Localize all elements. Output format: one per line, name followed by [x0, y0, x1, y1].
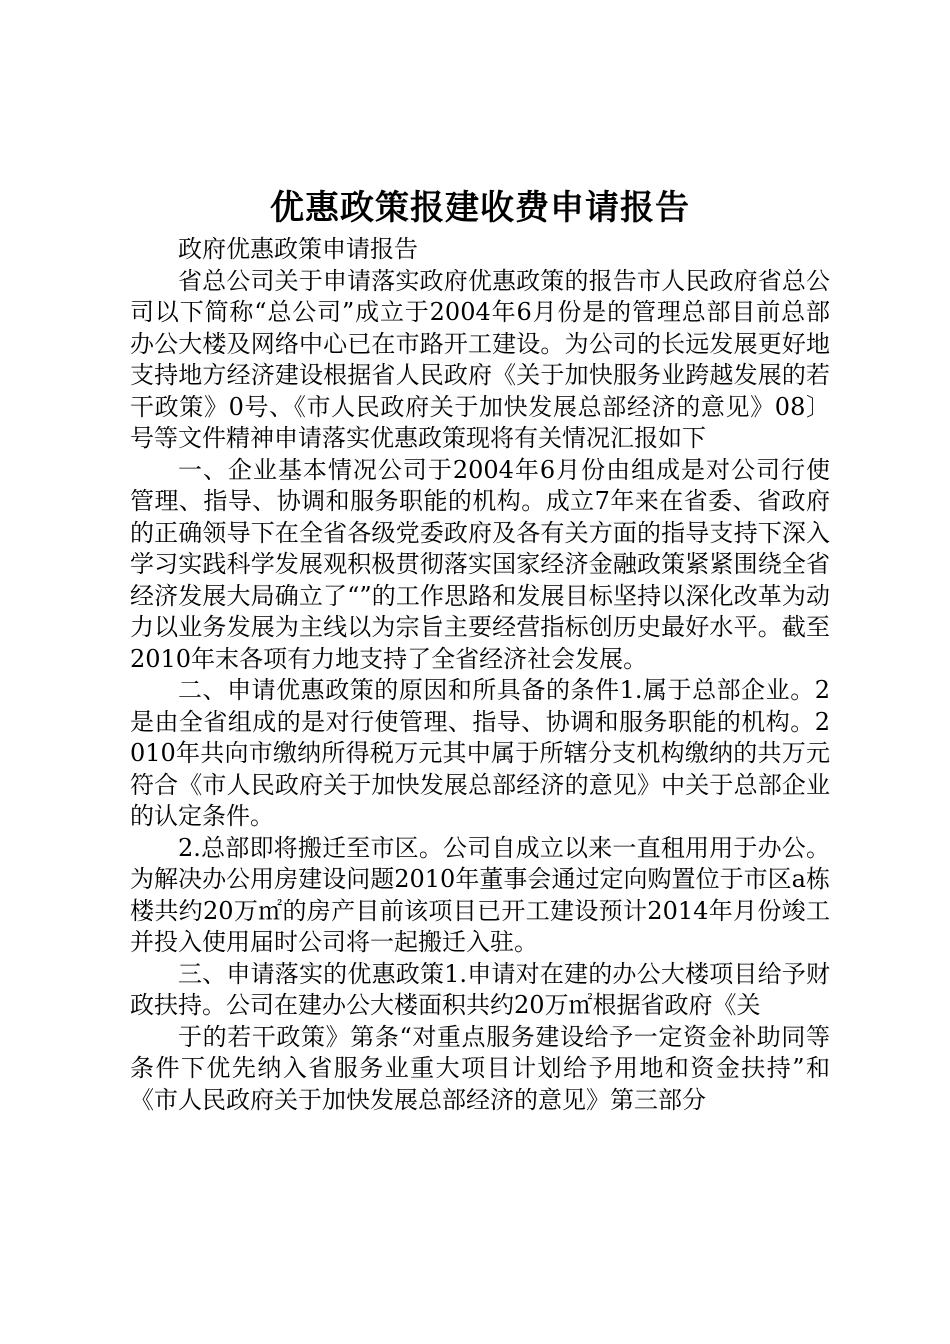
paragraph-section-2-item-2: 2.总部即将搬迁至市区。公司自成立以来一直租用用于办公。为解决办公用房建设问题2010年董事会通过定向购置位于市区a栋楼共约20万㎡的房产目前该项目已开工建设预计2014年月份竣工并投入使用届时公司将一起搬迁入驻。: [130, 833, 830, 956]
document-page: [130, 186, 830, 1116]
document-title: 优惠政策报建收费申请报告: [270, 188, 690, 228]
paragraph-section-1: 一、企业基本情况公司于2004年6月份由组成是对公司行使管理、指导、协调和服务职能的机构。成立7年来在省委、省政府的正确领导下在全省各级党委政府及各有关方面的指导支持下深入学习实践科学发展观积极贯彻落实国家经济金融政策紧紧围绕全省经济发展大局确立了“”的工作思路和发展目标坚持以深化改革为动力以业务发展为主线以为宗旨主要经营指标创历史最好水平。截至2010年末各项有力地支持了全省经济社会发展。: [130, 455, 830, 673]
paragraph-intro: 省总公司关于申请落实政府优惠政策的报告市人民政府省总公司以下简称“总公司”成立于2004年6月份是的管理总部目前总部办公大楼及网络中心已在市路开工建设。为公司的长远发展更好地支持地方经济建设根据省人民政府《关于加快服务业跨越发展的若干政策》0号、《市人民政府关于加快发展总部经济的意见》08〕号等文件精神申请落实优惠政策现将有关情况汇报如下: [130, 266, 830, 452]
paragraph-section-3-continued: 于的若干政策》第条“对重点服务建设给予一定资金补助同等条件下优先纳入省服务业重大项目计划给予用地和资金扶持”和《市人民政府关于加快发展总部经济的意见》第三部分: [130, 1022, 830, 1114]
paragraph-section-3: 三、申请落实的优惠政策1.申请对在建的办公大楼项目给予财政扶持。公司在建办公大楼面积共约20万㎡根据省政府《关: [130, 959, 830, 1019]
paragraph-subtitle: 政府优惠政策申请报告: [178, 235, 418, 263]
paragraph-section-2: 二、申请优惠政策的原因和所具备的条件1.属于总部企业。2是由全省组成的是对行使管理、指导、协调和服务职能的机构。2010年共向市缴纳所得税万元其中属于所辖分支机构缴纳的共万元符合《市人民政府关于加快发展总部经济的意见》中关于总部企业的认定条件。: [130, 676, 830, 830]
